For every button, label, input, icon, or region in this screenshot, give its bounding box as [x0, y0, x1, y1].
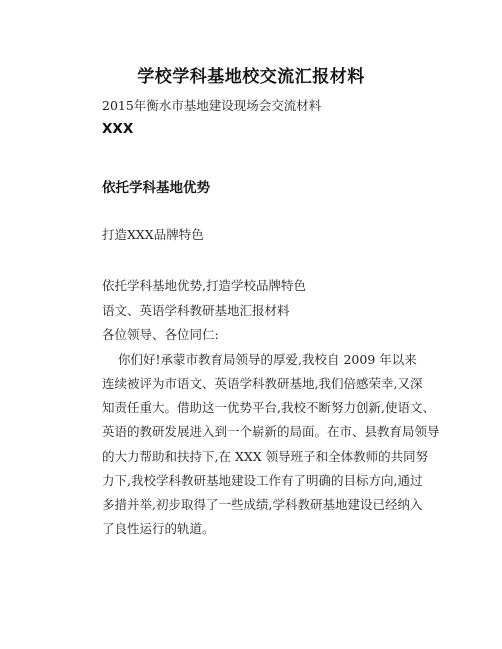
- body-line-2: 语文、英语学科教研基地汇报材料: [102, 303, 290, 318]
- document-title: 学校学科基地校交流汇报材料: [137, 67, 365, 87]
- paragraph-line: 连续被评为市语文、英语学科教研基地,我们倍感荣幸,又深: [102, 376, 423, 391]
- section-subheading: 打造XXX品牌特色: [102, 227, 204, 242]
- author: XXX: [102, 121, 134, 137]
- subtitle: 2015年衡水市基地建设现场会交流材料: [102, 98, 322, 113]
- paragraph-line: 多措并举,初步取得了一些成绩,学科教研基地建设已经纳入: [102, 497, 423, 513]
- paragraph-line: 你们好!承蒙市教育局领导的厚爱,我校自 2009 年以来: [118, 352, 417, 367]
- salutation: 各位领导、各位同仁:: [102, 327, 219, 342]
- section-heading: 依托学科基地优势: [102, 180, 210, 196]
- paragraph-line: 力下,我校学科教研基地建设工作有了明确的目标方向,通过: [102, 472, 423, 488]
- paragraph-line: 的大力帮助和扶持下,在 XXX 领导班子和全体教师的共同努: [102, 448, 429, 464]
- body-paragraph: [118, 348, 458, 372]
- paragraph-line: 了良性运行的轨道。: [102, 521, 215, 537]
- paragraph-line: 知责任重大。借助这一优势平台,我校不断努力创新,使语文、: [102, 400, 435, 416]
- paragraph-line: 英语的教研发展进入到一个崭新的局面。在市、县教育局领导: [102, 424, 440, 440]
- body-paragraph-continued: [102, 372, 442, 541]
- body-line-1: 依托学科基地优势,打造学校品牌特色: [102, 278, 306, 293]
